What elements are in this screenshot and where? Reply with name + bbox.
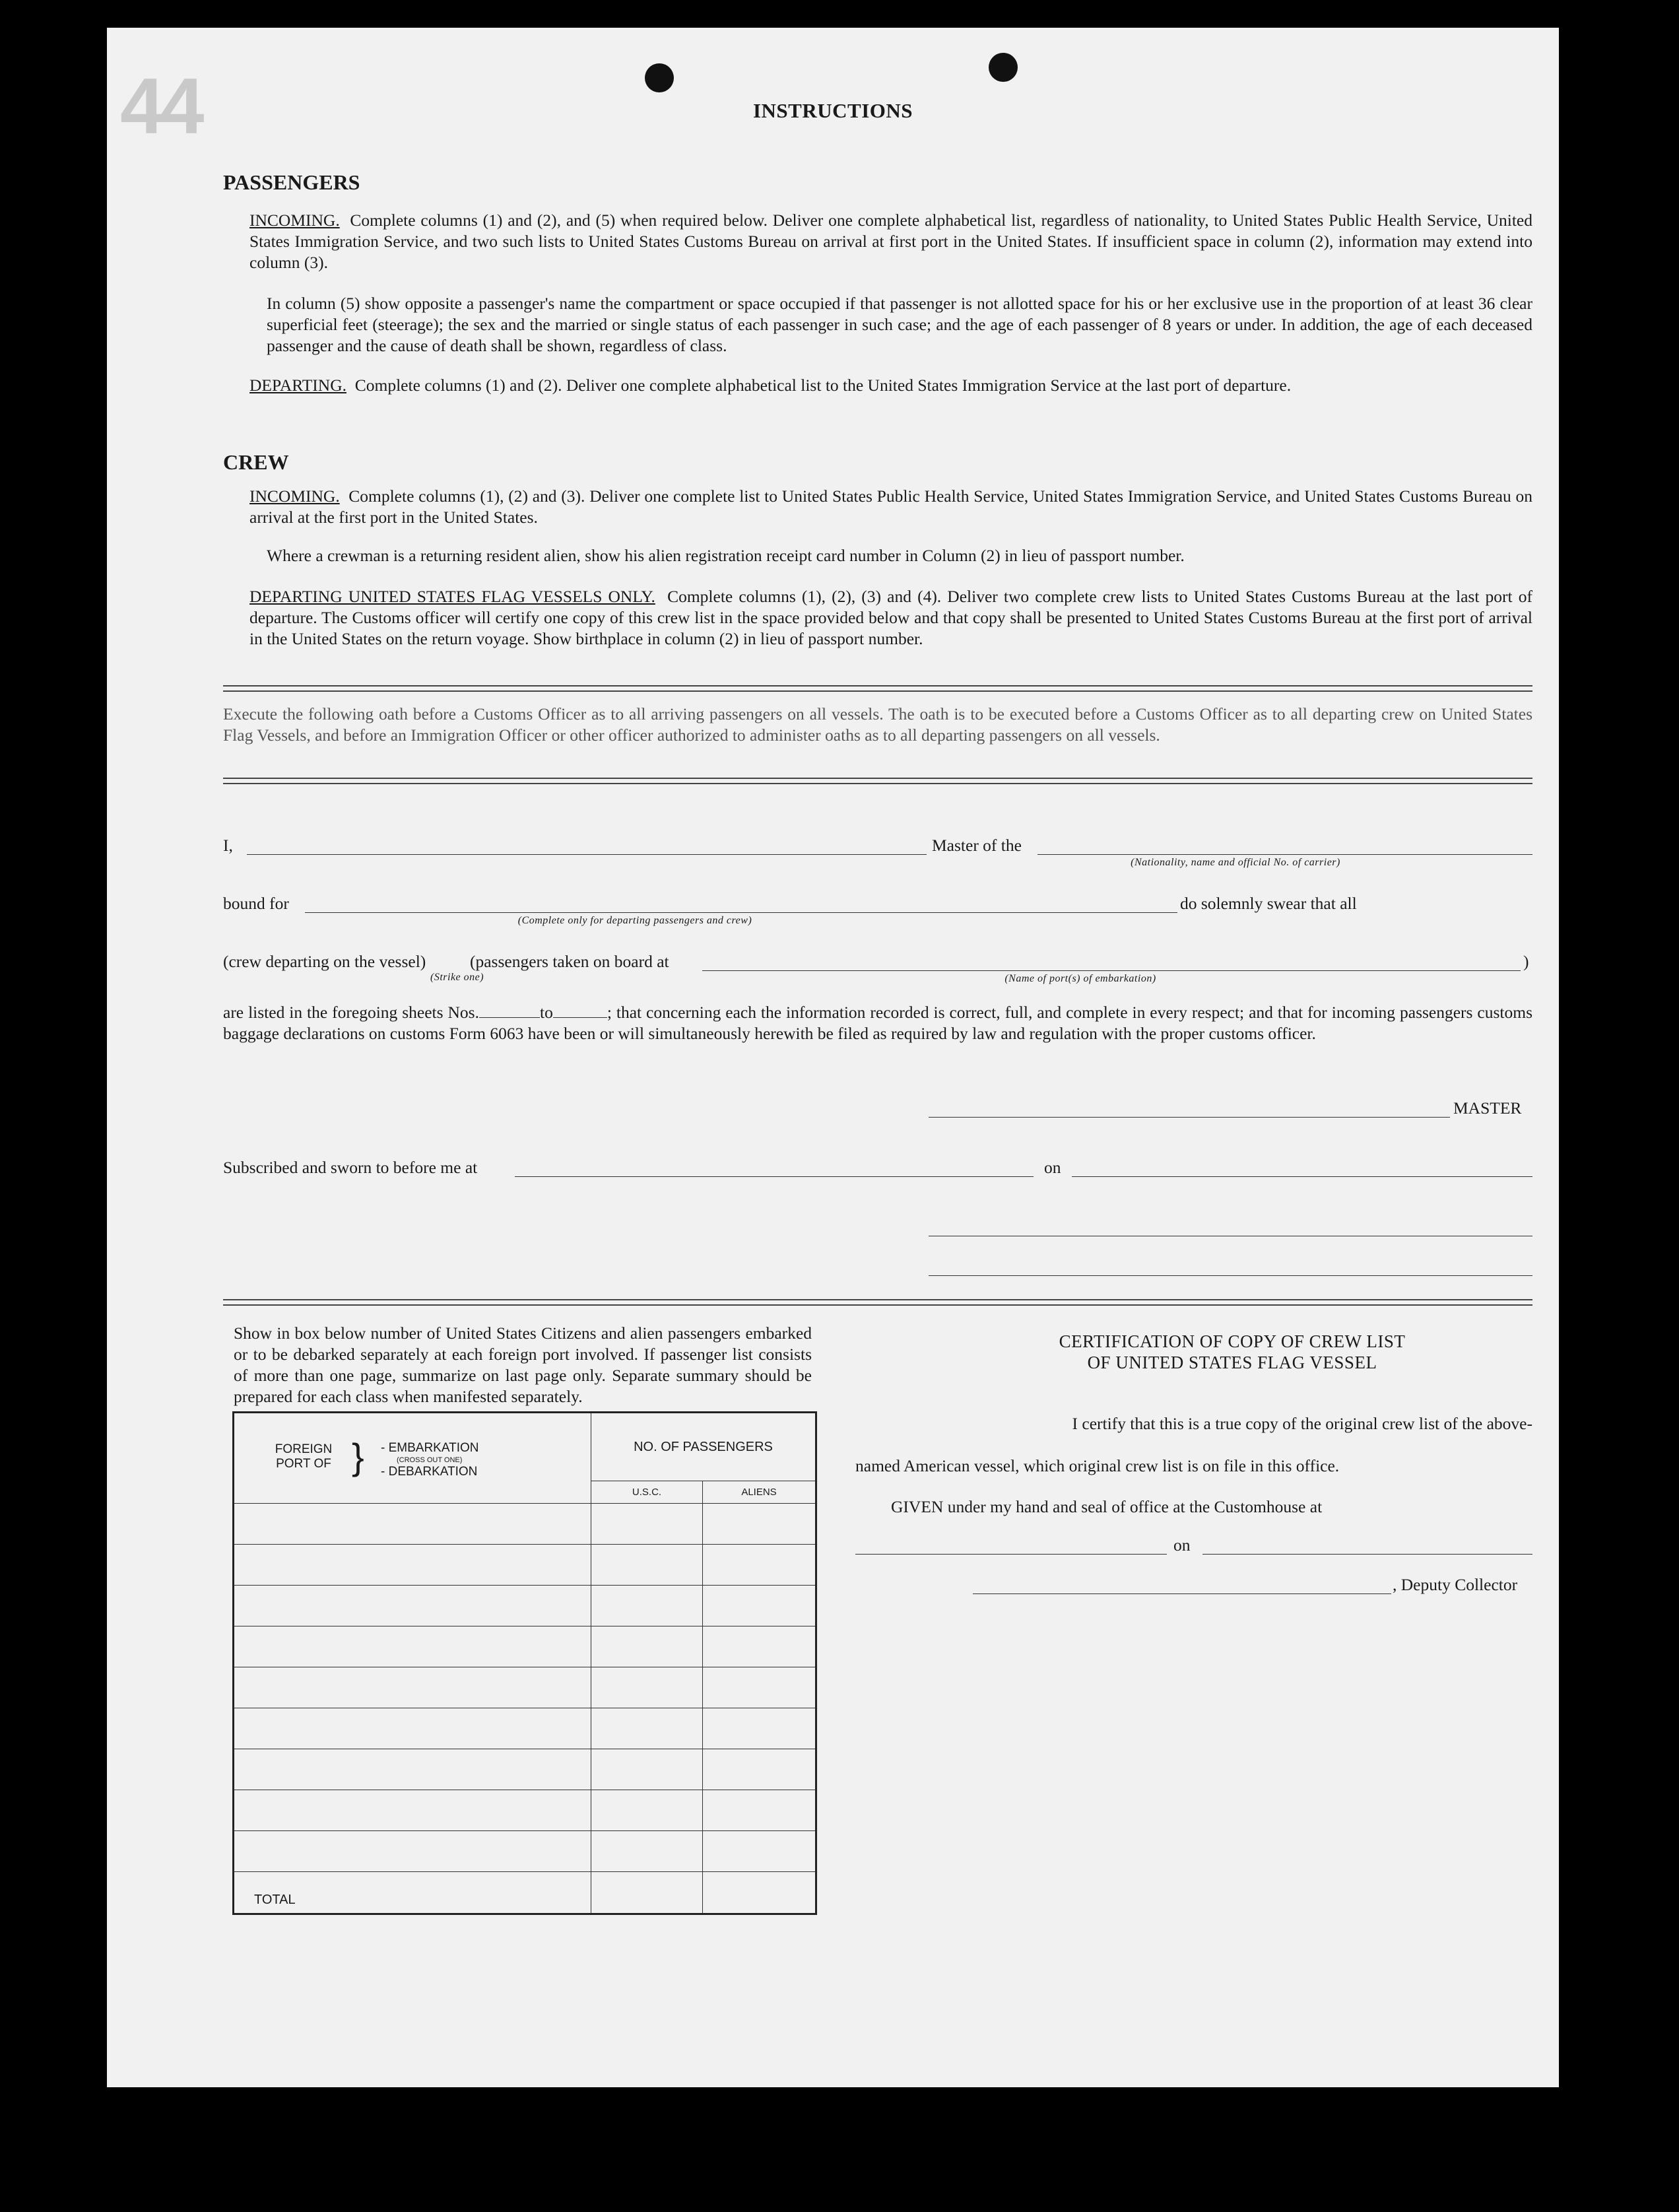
usc-header: U.S.C. — [591, 1481, 703, 1504]
deputy-collector-signature-line[interactable] — [973, 1593, 1391, 1594]
table-row — [234, 1790, 816, 1831]
table-row — [234, 1831, 816, 1872]
master-label: MASTER — [1453, 1098, 1522, 1118]
no-of-passengers-header: NO. OF PASSENGERS — [591, 1413, 816, 1481]
table-row — [234, 1626, 816, 1667]
divider-bottom — [223, 778, 1532, 784]
crew-departing-paragraph — [249, 586, 1532, 650]
certification-on-label: on — [1173, 1535, 1191, 1555]
subscribed-date-line[interactable] — [1072, 1176, 1532, 1177]
total-row — [234, 1872, 816, 1914]
sheet-from-blank[interactable] — [479, 1003, 540, 1018]
certification-title-line2: OF UNITED STATES FLAG VESSEL — [1087, 1353, 1377, 1372]
crew-incoming-label: INCOMING. — [249, 486, 340, 506]
nationality-caption: (Nationality, name and official No. of carrier) — [1131, 857, 1340, 868]
crew-incoming-paragraph — [249, 486, 1532, 528]
passengers-incoming-paragraph — [249, 210, 1532, 273]
certification-title — [919, 1331, 1546, 1373]
crew-incoming-text: Complete columns (1), (2) and (3). Deliver one complete list to United States Public Health Service, United States Immigration Service, and United States Customs Bureau on arrival at the first port in the United States. — [249, 486, 1533, 527]
crew-resident-paragraph: Where a crewman is a returning resident alien, show his alien registration receipt card number in Column (2) in lieu of passport number. — [267, 546, 1185, 565]
deputy-collector-label: , Deputy Collector — [1393, 1575, 1518, 1594]
foreign-port-of-label: FOREIGN PORT OF — [275, 1442, 333, 1471]
subscribed-label: Subscribed and sworn to before me at — [223, 1158, 478, 1177]
page-title: INSTRUCTIONS — [752, 99, 913, 122]
bound-for-line[interactable] — [305, 912, 1177, 913]
passengers-departing-paragraph — [249, 375, 1532, 396]
close-paren: ) — [1523, 952, 1529, 971]
summary-body — [234, 1504, 816, 1914]
embarkation-ports-line[interactable] — [702, 970, 1521, 971]
total-usc-cell[interactable] — [591, 1872, 703, 1914]
swear-text: do solemnly swear that all — [1180, 894, 1357, 913]
sheet-to-blank[interactable] — [553, 1003, 607, 1018]
subscribed-place-line[interactable] — [515, 1176, 1034, 1177]
given-line: GIVEN under my hand and seal of office at the Customhouse at — [891, 1497, 1323, 1516]
form-sheet — [107, 28, 1559, 2087]
master-of-label: Master of the — [932, 836, 1022, 855]
subscribed-on-label: on — [1044, 1158, 1061, 1177]
punch-hole-right — [989, 53, 1018, 82]
bound-for-caption: (Complete only for departing passengers and crew) — [517, 915, 752, 926]
total-aliens-cell[interactable] — [703, 1872, 816, 1914]
crew-heading: CREW — [223, 450, 289, 474]
certify-line1: I certify that this is a true copy of the original crew list of the above- — [1072, 1414, 1532, 1433]
certify-line2: named American vessel, which original crew list is on file in this office. — [855, 1456, 1340, 1475]
oath-note: Execute the following oath before a Customs Officer as to all arriving passengers on all vessels. The oath is to be executed before a Customs Officer as to all departing crew on United States Flag Vessels, and before an Immigration Officer or other officer authorized to administer oaths as to all departing passengers on all vessels. — [223, 704, 1532, 745]
passengers-column5-paragraph: In column (5) show opposite a passenger's name the compartment or space occupied if that passenger is not allotted space for his or her exclusive use in the proportion of at least 36 clear superficial feet (steerage); the sex and the married or single status of each passenger in such case; and the age of each passenger of 8 years or under. In addition, the age of each deceased passenger and the cause of death shall be shown, regardless of class. — [267, 294, 1532, 355]
table-row — [234, 1708, 816, 1749]
strike-one-caption: (Strike one) — [430, 972, 484, 983]
customhouse-place-line[interactable] — [855, 1554, 1167, 1555]
certification-date-line[interactable] — [1202, 1554, 1532, 1555]
ports-caption: (Name of port(s) of embarkation) — [1004, 973, 1156, 984]
listed-text-b: ; that concerning each the information recorded is correct, full, and complete in every respect; and that for incoming passengers customs baggage declarations on customs Form 6063 have been or will simultaneously herewith be filed as required by law and regulation with the proper customs officer. — [223, 1003, 1533, 1043]
table-row — [234, 1586, 816, 1626]
passengers-incoming-label: INCOMING. — [249, 211, 340, 230]
port-header-cell — [234, 1413, 591, 1504]
master-signature-line[interactable] — [929, 1117, 1450, 1118]
master-name-line[interactable] — [247, 854, 927, 855]
passengers-heading: PASSENGERS — [223, 170, 360, 194]
crew-departing-text: Complete columns (1), (2), (3) and (4). Deliver two complete crew lists to United States Customs Bureau at the last port of departure. The Customs officer will certify one copy of this crew list in the space provided below and that copy shall be presented to United States Customs Bureau at the first port of arrival in the United States on the return voyage. Show birthplace in column (2) in lieu of passport number. — [249, 587, 1532, 648]
certification-title-line1: CERTIFICATION OF COPY OF CREW LIST — [1059, 1331, 1406, 1351]
embarkation-label: - EMBARKATION — [381, 1441, 479, 1455]
table-row — [234, 1545, 816, 1586]
brace: } — [352, 1436, 364, 1477]
passenger-summary-table — [232, 1411, 817, 1915]
table-row — [234, 1667, 816, 1708]
summary-instructions: Show in box below number of United States Citizens and alien passengers embarked or to be debarked separately at each foreign port involved. If passenger list consists of more than one page, summarize on last page only. Separate summary should be prepared for each class when manifested separately. — [234, 1324, 812, 1406]
aliens-header: ALIENS — [703, 1481, 816, 1504]
punch-hole-left — [645, 63, 674, 92]
table-row — [234, 1749, 816, 1790]
table-row — [234, 1504, 816, 1545]
divider-summary — [223, 1299, 1532, 1306]
cross-out-one-label: (CROSS OUT ONE) — [397, 1456, 463, 1464]
listed-paragraph — [223, 1002, 1532, 1044]
passengers-departing-label: DEPARTING. — [249, 376, 346, 395]
passengers-taken-option: (passengers taken on board at — [470, 952, 669, 971]
crew-departing-option: (crew departing on the vessel) — [223, 952, 426, 971]
listed-to: to — [539, 1003, 553, 1022]
debarkation-label: - DEBARKATION — [381, 1465, 478, 1479]
listed-text-a: are listed in the foregoing sheets Nos. — [223, 1003, 479, 1022]
bound-for-label: bound for — [223, 894, 289, 913]
passengers-departing-text: Complete columns (1) and (2). Deliver one complete alphabetical list to the United States Immigration Service at the last port of departure. — [354, 376, 1292, 395]
total-label: TOTAL — [234, 1872, 591, 1914]
passengers-incoming-text: Complete columns (1) and (2), and (5) when required below. Deliver one complete alphabetical list, regardless of nationality, to United States Public Health Service, United States Immigration Service, and two such lists to United States Customs Bureau on arrival at first port in the United States. If insufficient space in column (2), information may extend into column (3). — [249, 211, 1532, 272]
page-number-stamp: 44 — [120, 62, 201, 151]
divider-top — [223, 685, 1532, 692]
oath-i-label: I, — [223, 836, 233, 855]
crew-departing-label: DEPARTING UNITED STATES FLAG VESSELS ONLY. — [249, 587, 655, 606]
vessel-line[interactable] — [1037, 854, 1532, 855]
officer-signature-line-2[interactable] — [929, 1275, 1532, 1276]
